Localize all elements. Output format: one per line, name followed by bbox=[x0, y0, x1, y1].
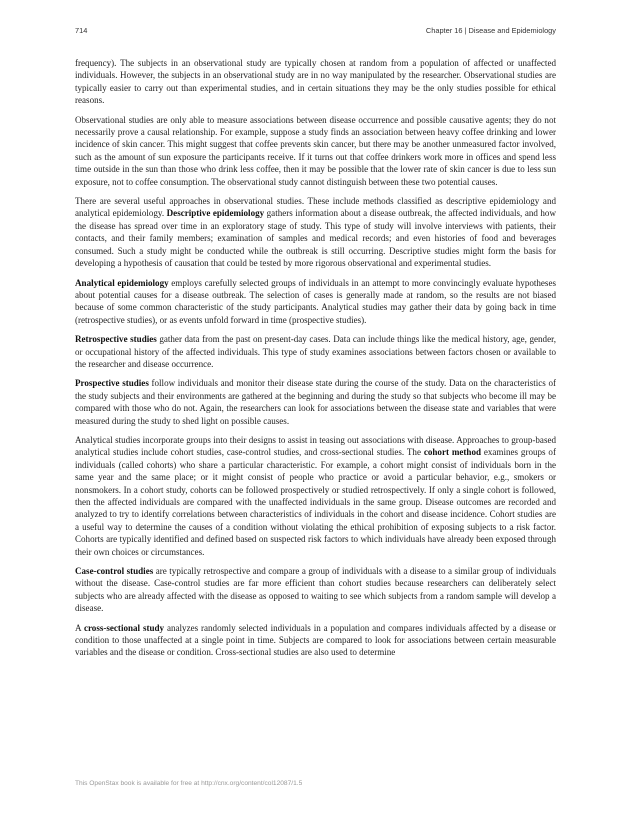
page-header bbox=[75, 26, 556, 38]
page-number: 714 bbox=[75, 26, 88, 35]
key-term: cohort method bbox=[423, 447, 481, 458]
key-term: cross-sectional study bbox=[83, 622, 165, 633]
paragraph bbox=[75, 195, 556, 269]
text-run: Analytical studies incorporate groups into their designs to assist in teasing out associations with disease. Approaches to group-based analytical studies include cohort studies, case-control studies, and cross-sectional studies. The bbox=[75, 434, 556, 458]
text-run: are typically retrospective and compare a group of individuals with a disease to a similar group of individuals without the disease. Case-control studies are far more efficient than cohort studies because researchers can deliberately select subjects who are already affected with the disease as opposed to waiting to see which subjects from a random sample will develop a disease. bbox=[75, 566, 556, 614]
key-term: Case-control studies bbox=[75, 566, 154, 577]
text-run: frequency). The subjects in an observational study are typically chosen at random from a population of affected or unaffected individuals. However, the subjects in an observational study are in no way manipulated by the researcher. Observational studies are typically easier to carry out than experimental studies, and in certain situations they may be the only studies possible for ethical reasons. bbox=[75, 58, 556, 106]
paragraph bbox=[75, 434, 556, 558]
paragraph bbox=[75, 277, 556, 327]
paragraph bbox=[75, 114, 556, 188]
paragraph bbox=[75, 622, 556, 659]
key-term: Prospective studies bbox=[75, 378, 149, 389]
page-footer: This OpenStax book is available for free at http://cnx.org/content/col12087/1.5 bbox=[75, 780, 303, 787]
key-term: Retrospective studies bbox=[75, 334, 157, 345]
text-run: gather data from the past on present-day cases. Data can include things like the medical history, age, gender, or occupational history of the affected individuals. This type of study examines associations between factors chosen or available to the researcher and disease occurrence. bbox=[75, 334, 556, 369]
text-run: Observational studies are only able to measure associations between disease occurrence and possible causative agents; they do not necessarily prove a causal relationship. For example, suppose a study finds an association between heavy coffee drinking and lower incidence of skin cancer. This might suggest that coffee prevents skin cancer, but there may be another unmeasured factor involved, such as the amount of sun exposure the participants receive. If it turns out that coffee drinkers work more in offices and spend less time outside in the sun than those who drink less coffee, then it may be possible that the lower rate of skin cancer is due to less sun exposure, not to coffee consumption. The observational study cannot distinguish between these two potential causes. bbox=[75, 114, 556, 187]
key-term: Descriptive epidemiology bbox=[166, 208, 265, 219]
paragraph bbox=[75, 565, 556, 615]
text-run: examines groups of individuals (called cohorts) who share a particular characteristic. For example, a cohort might consist of individuals born in the same year and the same place; or it might consist of people who practice or avoid a particular behavior, e.g., smokers or nonsmokers. In a cohort study, cohorts can be followed prospectively or studied retrospectively. If only a single cohort is followed, then the affected individuals are compared with the unaffected individuals in the same group. Disease outcomes are recorded and analyzed to try to identify correlations between characteristics of individuals in the cohort and disease incidence. Cohort studies are a useful way to determine the causes of a condition without violating the ethical prohibition of exposing subjects to a risk factor. Cohorts are typically identified and defined based on suspected risk factors to which individuals have already been exposed through their own choices or circumstances. bbox=[75, 447, 556, 557]
paragraph bbox=[75, 57, 556, 107]
text-run: gathers information about a disease outbreak, the affected individuals, and how the disease has spread over time in an exploratory stage of study. This type of study will involve interviews with patients, their contacts, and their family members; examination of samples and medical records; and even histories of food and beverages consumed. Such a study might be conducted while the outbreak is still occurring. Descriptive studies might form the basis for developing a hypothesis of causation that could be tested by more rigorous observational and experimental studies. bbox=[75, 208, 556, 269]
paragraph bbox=[75, 333, 556, 370]
text-run: analyzes randomly selected individuals in a population and compares individuals affected by a disease or condition to those unaffected at a single point in time. Subjects are compared to look for associations between certain measurable variables and the disease or condition. Cross-sectional studies are also used to determine bbox=[75, 622, 557, 658]
text-run: A bbox=[75, 622, 84, 633]
body-text bbox=[75, 57, 556, 666]
chapter-title: Chapter 16 | Disease and Epidemiology bbox=[425, 26, 556, 35]
text-run: follow individuals and monitor their disease state during the course of the study. Data on the characteristics of the study subjects and their environments are gathered at the beginning and during the study so that subjects who become ill may be compared with those who do not. Again, the researchers can look for associations between the disease state and variables that were measured during the study to shed light on possible causes. bbox=[75, 378, 556, 426]
text-run: There are several useful approaches in observational studies. These include methods classified as descriptive epidemiology and analytical epidemiology. bbox=[75, 196, 556, 219]
text-run: employs carefully selected groups of individuals in an attempt to more convincingly evaluate hypotheses about potential causes for a disease outbreak. The selection of cases is generally made at random, so the results are not biased because of some common characteristic of the study participants. Analytical studies may gather their data by going back in time (retrospective studies), or as events unfold forward in time (prospective studies). bbox=[75, 277, 556, 325]
paragraph bbox=[75, 377, 556, 427]
key-term: Analytical epidemiology bbox=[75, 277, 169, 288]
